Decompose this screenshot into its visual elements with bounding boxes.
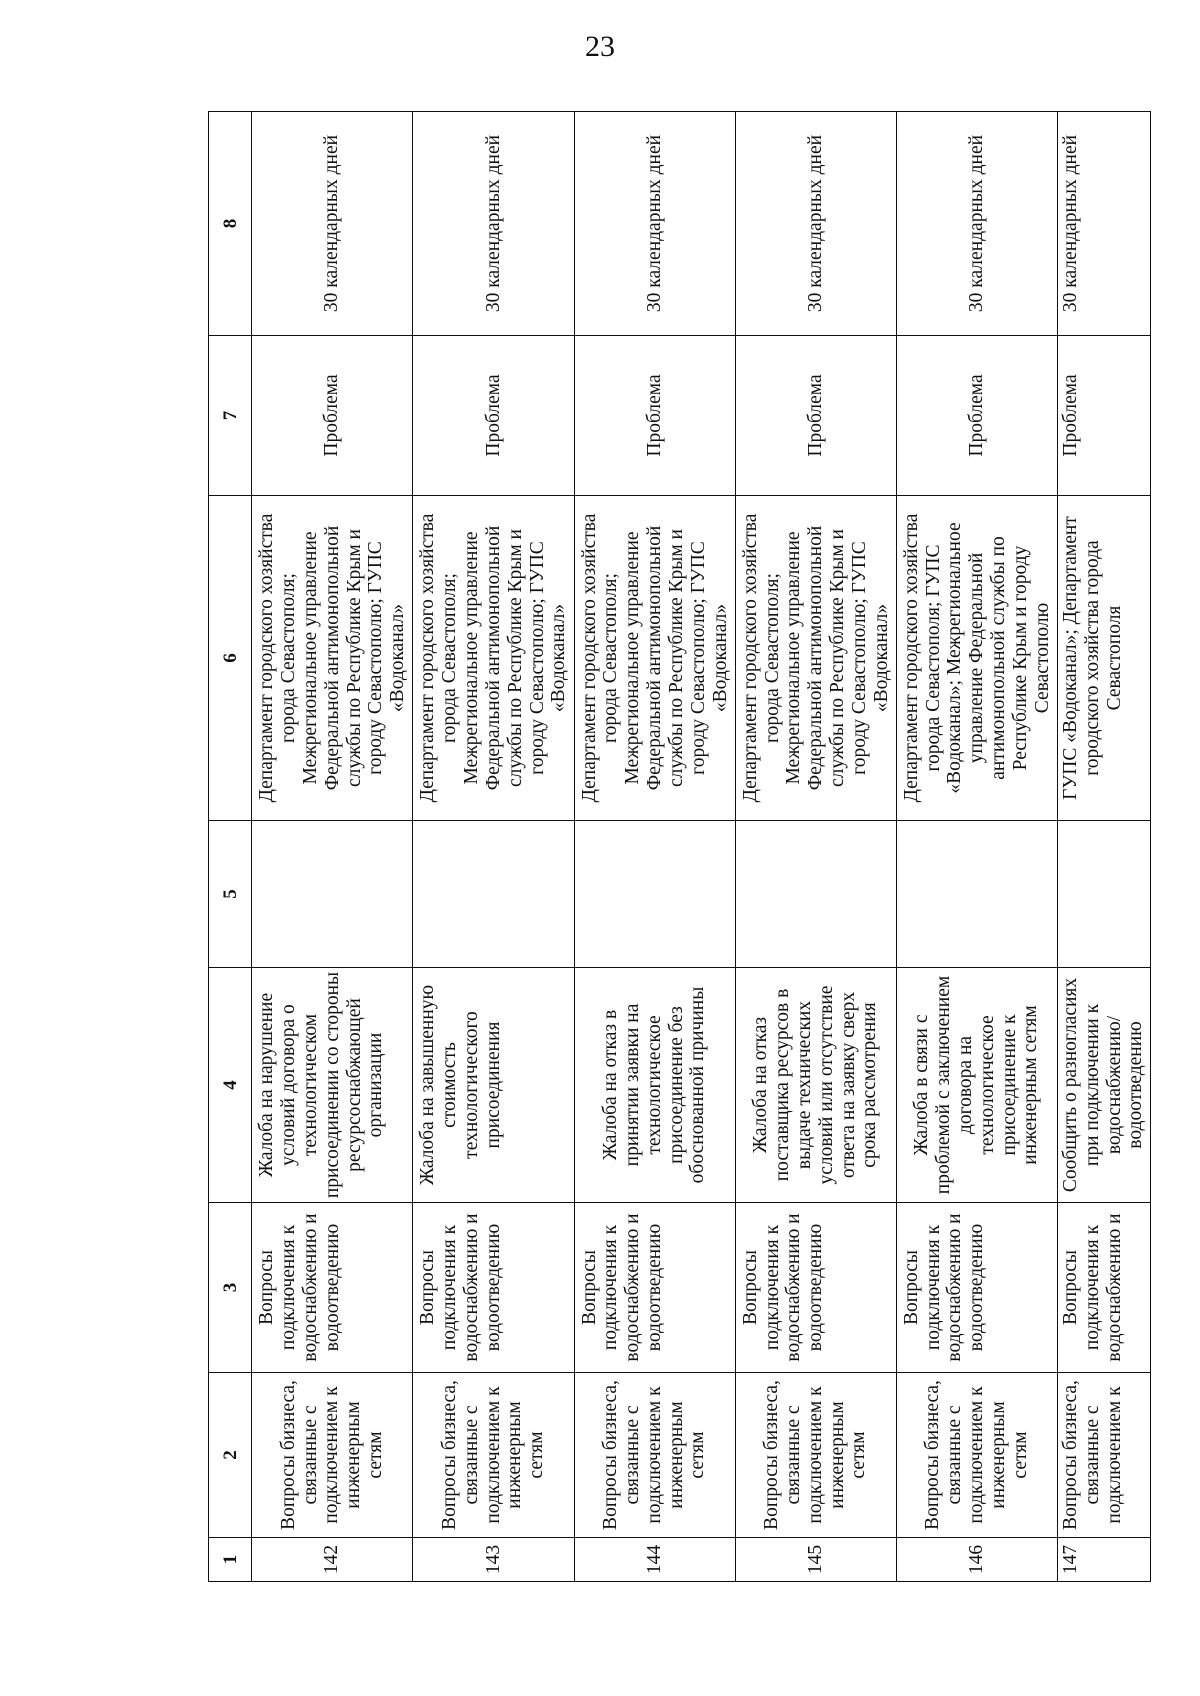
- term-cell: 30 календарных дней: [896, 112, 1057, 336]
- type-cell: Проблема: [1057, 336, 1150, 496]
- description-cell: Жалоба на нарушение условий договора о технологическом присоединении со стороны ресурсоснабжающей организации: [252, 968, 413, 1203]
- row-number: 144: [574, 1538, 735, 1582]
- term-cell: 30 календарных дней: [574, 112, 735, 336]
- row-number: 146: [896, 1538, 1057, 1582]
- header-cell: 5: [209, 821, 252, 968]
- topic-cell: Вопросы подключения к водоснабжению и водоотведению: [574, 1203, 735, 1373]
- header-cell: 1: [209, 1538, 252, 1582]
- type-cell: Проблема: [574, 336, 735, 496]
- table-row: [735, 112, 896, 1582]
- area-cell: Вопросы бизнеса, связанные с подключением к инженерным сетям: [574, 1373, 735, 1538]
- term-cell: 30 календарных дней: [735, 112, 896, 336]
- col5-cell: [574, 821, 735, 968]
- header-row: [209, 112, 252, 1582]
- col5-cell: [252, 821, 413, 968]
- topic-cell: Вопросы подключения к водоснабжению и: [1057, 1203, 1150, 1373]
- description-cell: Сообщить о разногласиях при подключении к водоснабжению/водоотведению: [1057, 968, 1150, 1203]
- area-cell: Вопросы бизнеса, связанные с подключением к инженерным сетям: [896, 1373, 1057, 1538]
- header-cell: 7: [209, 336, 252, 496]
- col5-cell: [413, 821, 574, 968]
- type-cell: Проблема: [252, 336, 413, 496]
- topic-cell: Вопросы подключения к водоснабжению и водоотведению: [735, 1203, 896, 1373]
- description-cell: Жалоба в связи с проблемой с заключением договора на технологическое присоединение к инженерным сетям: [896, 968, 1057, 1203]
- header-cell: 4: [209, 968, 252, 1203]
- description-cell: Жалоба на отказ в принятии заявки на технологическое присоединение без обоснованной причины: [574, 968, 735, 1203]
- table-row: [252, 112, 413, 1582]
- area-cell: Вопросы бизнеса, связанные с подключением к инженерным сетям: [252, 1373, 413, 1538]
- header-cell: 8: [209, 112, 252, 336]
- authority-cell: ГУПС «Водоканал»; Департамент городского хозяйства города Севастополя: [1057, 496, 1150, 821]
- header-cell: 3: [209, 1203, 252, 1373]
- description-cell: Жалоба на отказ поставщика ресурсов в выдаче технических условий или отсутствие ответа на заявку сверх срока рассмотрения: [735, 968, 896, 1203]
- col5-cell: [896, 821, 1057, 968]
- header-cell: 2: [209, 1373, 252, 1538]
- row-number: 147: [1057, 1538, 1150, 1582]
- type-cell: Проблема: [896, 336, 1057, 496]
- page-number: 23: [585, 30, 615, 63]
- term-cell: 30 календарных дней: [1057, 112, 1150, 336]
- problems-table: [208, 111, 1151, 1582]
- topic-cell: Вопросы подключения к водоснабжению и водоотведению: [252, 1203, 413, 1373]
- topic-cell: Вопросы подключения к водоснабжению и водоотведению: [896, 1203, 1057, 1373]
- authority-cell: Департамент городского хозяйства города Севастополя; Межрегиональное управление Федеральной антимонопольной службы по Республике Крым и городу Севастополю; ГУПС «Водоканал»: [574, 496, 735, 821]
- row-number: 142: [252, 1538, 413, 1582]
- type-cell: Проблема: [735, 336, 896, 496]
- table-row: [413, 112, 574, 1582]
- description-cell: Жалоба на завышенную стоимость технологического присоединения: [413, 968, 574, 1203]
- col5-cell: [1057, 821, 1150, 968]
- table-row: [574, 112, 735, 1582]
- term-cell: 30 календарных дней: [413, 112, 574, 336]
- table-row: [896, 112, 1057, 1582]
- authority-cell: Департамент городского хозяйства города Севастополя; Межрегиональное управление Федеральной антимонопольной службы по Республике Крым и городу Севастополю; ГУПС «Водоканал»: [735, 496, 896, 821]
- table-row: [1057, 112, 1150, 1582]
- rotated-table-container: [208, 112, 1151, 1582]
- topic-cell: Вопросы подключения к водоснабжению и водоотведению: [413, 1203, 574, 1373]
- authority-cell: Департамент городского хозяйства города Севастополя; Межрегиональное управление Федеральной антимонопольной службы по Республике Крым и городу Севастополю; ГУПС «Водоканал»: [413, 496, 574, 821]
- area-cell: Вопросы бизнеса, связанные с подключением к инженерным сетям: [413, 1373, 574, 1538]
- header-cell: 6: [209, 496, 252, 821]
- term-cell: 30 календарных дней: [252, 112, 413, 336]
- col5-cell: [735, 821, 896, 968]
- type-cell: Проблема: [413, 336, 574, 496]
- row-number: 145: [735, 1538, 896, 1582]
- area-cell: Вопросы бизнеса, связанные с подключением к: [1057, 1373, 1150, 1538]
- authority-cell: Департамент городского хозяйства города Севастополя; ГУПС «Водоканал»; Межрегиональное управление Федеральной антимонопольной службы по Республике Крым и городу Севастополю: [896, 496, 1057, 821]
- authority-cell: Департамент городского хозяйства города Севастополя; Межрегиональное управление Федеральной антимонопольной службы по Республике Крым и городу Севастополю; ГУПС «Водоканал»: [252, 496, 413, 821]
- area-cell: Вопросы бизнеса, связанные с подключением к инженерным сетям: [735, 1373, 896, 1538]
- row-number: 143: [413, 1538, 574, 1582]
